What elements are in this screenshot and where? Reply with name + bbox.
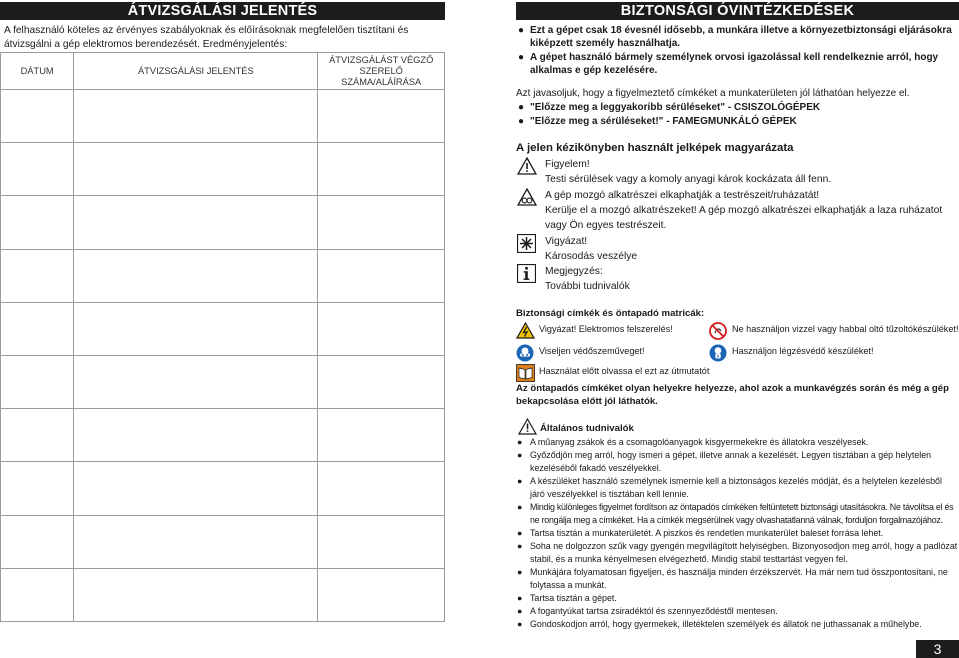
table-cell[interactable] bbox=[74, 462, 318, 515]
table-cell[interactable] bbox=[74, 302, 318, 355]
table-cell[interactable] bbox=[318, 249, 445, 302]
general-item: ● Győződjön meg arról, hogy ismeri a gépet, illetve annak a kezelését. Legyen tisztában a gép helytelen kezeléséből fakadó veszélyekkel. bbox=[517, 450, 932, 473]
warning-triangle-icon bbox=[518, 418, 537, 435]
table-cell[interactable] bbox=[1, 90, 74, 143]
page-number: 3 bbox=[916, 640, 959, 658]
general-item: ● A fogantyúkat tartsa zsiradéktól és szennyeződéstől mentesen. bbox=[517, 606, 778, 616]
table-cell[interactable] bbox=[318, 409, 445, 462]
table-cell[interactable] bbox=[1, 568, 74, 621]
table-cell[interactable] bbox=[1, 196, 74, 249]
table-cell[interactable] bbox=[318, 90, 445, 143]
general-item: ● Gondoskodjon arról, hogy gyermekek, illetéktelen személyek és állatok ne juthassanak a műhelybe. bbox=[517, 619, 922, 629]
symbols-heading: A jelen kézikönyben használt jelképek magyarázata bbox=[516, 142, 794, 154]
general-item: ● Mindig különleges figyelmet fordítson az öntapadós címkéken feltüntetett biztonsági utasításokra. Ne távolítsa el és ne rongálja meg a címkéket. Ha a címkék megsérülnek vagy olvashatatlanná válnak, forduljon forgalmazójához. bbox=[517, 502, 954, 525]
bullet-icon: ● bbox=[518, 102, 525, 113]
safety-page: BIZTONSÁGI ÓVINTÉZKEDÉSEK ● Ezt a gépet csak 18 évesnél idősebb, a munkára illetve a környezetbiztonsági eljárásokra kiképzett személy használhatja. ● A gépet használó bármely személynek orvosi igazolással kell rendelkeznie arról, hogy alkalmas e gép kezelésére. Azt javasoljuk, hogy a figyelmeztető címkéket a munkaterületen jól láthatóan helyezze el. ● "Előzze meg a leggyakoribb sérüléseket" - CSISZOLÓGÉPEK ● "Előzze meg a sérüléseket!" - FAMEGMUNKÁLÓ GÉPEK A jelen kézikönyben használt jelképek magyarázata Figyelem! Testi sérülések vagy a komoly anyagi károk kockázata áll fenn. A gép mozgó alkatrészei elkaphatják a testrészeit/ruházatát! Kerülje el a mozgó alkatrészeket! A gép mozgó alkatrészei elkaphatják a laza ruházatot vagy Ön egyes testrészeit. Vigyázat! Károsodás veszélye Megjegyzés: További tudnivalók Biztonsági címkék és öntapadó matricák: Vigyázat! Elektromos felszerelés! Ne használjon vizzel vagy habbal oltó tűzoltókészüléket! Viseljen védőszeműveget! Használjon légzésvédő készüléket! Használat előtt olvassa el ezt az útmutatót Az öntapadós címkéket olyan helyekre helyezze, ahol azok a munkavégzés során és még a gép bekapcsolása előtt jól láthatók. Általános tudnivalók ● A műanyag zsákok és a csomagolóanyagok kisgyermekekre és állatokra veszélyesek. ● Győződjön meg arról, hogy ismeri a gépet, illetve annak a kezelését. Legyen tisztában a gép helytelen kezeléséből fakadó veszélyekkel. ● A készüléket használó személynek ismernie kell a biztonságos kezelés módját, és a helytelen kezelésből járó veszélyekkel is tisztában kell lennie. ● Mindig különleges figyelmet fordítson az öntapadós címkéken feltüntetett biztonsági utasításokra. Ne távolítsa el és ne rongálja meg a címkéket. Ha a címkék megsérülnek vagy olvashatatlanná válnak, forduljon forgalmazójához. ● Tartsa tisztán a munkaterületét. A piszkos és rendetlen munkaterület baleset forrása lehet. ● Soha ne dolgozzon szűk vagy gyengén megvilágított helyiségben. Bizonyosodjon meg arról, hogy a padlózat stabil, és a munka kényelmesen elvégezhető. Mindig stabil testtartást vegyen fel. ● Munkájára folyamatosan figyeljen, és használja minden érzékszervét. Ha már nem tud összpontosítani, ne folytassa a munkát. ● Tartsa tisztán a gépet. ● A fogantyúkat tartsa zsiradéktól és szennyeződéstől mentesen. ● Gondoskodjon arról, hogy gyermekek, illetéktelen személyek és állatok ne juthassanak a műhelybe. bbox=[516, 3, 959, 629]
label-no-water: Ne használjon vizzel vagy habbal oltó tűzoltókészüléket! bbox=[709, 322, 727, 343]
table-cell[interactable] bbox=[74, 409, 318, 462]
bullet-icon: ● bbox=[517, 593, 523, 603]
no-water-icon bbox=[709, 322, 727, 340]
labels-heading: Biztonsági címkék és öntapadó matricák: bbox=[516, 308, 705, 319]
table-row bbox=[1, 196, 445, 249]
table-cell[interactable] bbox=[318, 143, 445, 196]
table-row bbox=[1, 515, 445, 568]
table-cell[interactable] bbox=[1, 462, 74, 515]
bullet-icon: ● bbox=[517, 541, 523, 551]
inspection-table bbox=[0, 52, 445, 622]
table-cell[interactable] bbox=[74, 515, 318, 568]
general-item: ● Munkájára folyamatosan figyeljen, és használja minden érzékszervét. Ha már nem tud összpontosítani, ne folytassa a munkát. bbox=[517, 567, 948, 590]
table-cell[interactable] bbox=[1, 355, 74, 408]
damage-icon bbox=[517, 234, 536, 253]
inspection-report-page bbox=[0, 0, 445, 658]
table-row bbox=[1, 462, 445, 515]
table-cell[interactable] bbox=[318, 568, 445, 621]
safety-bullet: ● Ezt a gépet csak 18 évesnél idősebb, a munkára illetve a környezetbiztonsági eljárásokra kiképzett személy használhatja. bbox=[518, 25, 952, 49]
table-header-row bbox=[1, 53, 445, 90]
table-cell[interactable] bbox=[318, 302, 445, 355]
table-row bbox=[1, 355, 445, 408]
labels-note: Az öntapadós címkéket olyan helyekre helyezze, ahol azok a munkavégzés során és még a gép bekapcsolása előtt jól láthatók. bbox=[516, 383, 949, 407]
bullet-icon: ● bbox=[517, 450, 523, 460]
general-heading: Általános tudnivalók bbox=[540, 423, 634, 434]
column-date: DÁTUM bbox=[1, 53, 74, 90]
table-cell[interactable] bbox=[318, 515, 445, 568]
table-cell[interactable] bbox=[1, 143, 74, 196]
warning-triangle-icon bbox=[517, 157, 537, 175]
table-cell[interactable] bbox=[318, 196, 445, 249]
respirator-icon bbox=[709, 344, 727, 362]
bullet-icon: ● bbox=[517, 476, 523, 486]
bullet-icon: ● bbox=[518, 116, 525, 127]
label-respirator: Használjon légzésvédő készüléket! bbox=[709, 344, 727, 365]
safety-title: BIZTONSÁGI ÓVINTÉZKEDÉSEK bbox=[516, 2, 959, 20]
table-cell[interactable] bbox=[318, 462, 445, 515]
table-row bbox=[1, 143, 445, 196]
table-cell[interactable] bbox=[74, 196, 318, 249]
bullet-icon: ● bbox=[517, 567, 523, 577]
bullet-icon: ● bbox=[518, 52, 525, 63]
manual-book-icon bbox=[516, 364, 535, 382]
bullet-icon: ● bbox=[517, 437, 523, 447]
table-cell[interactable] bbox=[74, 90, 318, 143]
table-cell[interactable] bbox=[74, 355, 318, 408]
label-electric: Vigyázat! Elektromos felszerelés! bbox=[516, 322, 535, 342]
safety-bullet: ● A gépet használó bármely személynek orvosi igazolással kell rendelkeznie arról, hogy alkalmas e gép kezelésére. bbox=[518, 52, 939, 76]
page-title: ÁTVIZSGÁLÁSI JELENTÉS bbox=[0, 2, 445, 20]
general-item: ● A műanyag zsákok és a csomagolóanyagok kisgyermekekre és állatokra veszélyesek. bbox=[517, 437, 869, 447]
electric-hazard-icon bbox=[516, 322, 535, 339]
column-report: ÁTVIZSGÁLÁSI JELENTÉS bbox=[74, 53, 318, 90]
suggest-bullet: ● "Előzze meg a leggyakoribb sérüléseket" - CSISZOLÓGÉPEK bbox=[518, 102, 821, 113]
table-row bbox=[1, 90, 445, 143]
table-cell[interactable] bbox=[74, 249, 318, 302]
general-item: ● Tartsa tisztán a munkaterületét. A piszkos és rendetlen munkaterület baleset forrása lehet. bbox=[517, 528, 884, 538]
table-cell[interactable] bbox=[1, 249, 74, 302]
table-row bbox=[1, 302, 445, 355]
intro-text: A felhasználó köteles az érvényes szabályoknak és előírásoknak megfelelően tisztítani és átvizsgálni a gép elektromos berendezését. Eredményjelentés: bbox=[4, 25, 409, 50]
general-item: ● Tartsa tisztán a gépet. bbox=[517, 593, 617, 603]
suggest-text: Azt javasoljuk, hogy a figyelmeztető címkéket a munkaterületen jól láthatóan helyezze el. bbox=[516, 88, 910, 99]
table-row bbox=[1, 568, 445, 621]
bullet-icon: ● bbox=[517, 619, 523, 629]
table-row bbox=[1, 249, 445, 302]
goggles-icon bbox=[516, 344, 534, 362]
info-icon bbox=[517, 264, 536, 283]
table-cell[interactable] bbox=[318, 355, 445, 408]
label-goggles: Viseljen védőszeműveget! bbox=[516, 344, 534, 365]
bullet-icon: ● bbox=[517, 528, 523, 538]
column-technician: ÁTVIZSGÁLÁST VÉGZŐ SZERELŐ SZÁMA/ALÁÍRÁSA bbox=[318, 53, 445, 90]
table-cell[interactable] bbox=[74, 143, 318, 196]
table-row bbox=[1, 409, 445, 462]
table-cell[interactable] bbox=[1, 515, 74, 568]
general-item: ● Soha ne dolgozzon szűk vagy gyengén megvilágított helyiségben. Bizonyosodjon meg arról, hogy a padlózat stabil, és a munka kényelmesen elvégezhető. Mindig stabil testtartást vegyen fel. bbox=[517, 541, 958, 564]
moving-parts-icon bbox=[517, 188, 537, 206]
table-cell[interactable] bbox=[74, 568, 318, 621]
bullet-icon: ● bbox=[517, 606, 523, 616]
general-item: ● A készüléket használó személynek ismernie kell a biztonságos kezelés módját, és a helytelen kezelésből járó veszélyekkel is tisztában kell lennie. bbox=[517, 476, 942, 499]
table-cell[interactable] bbox=[1, 409, 74, 462]
bullet-icon: ● bbox=[517, 502, 523, 512]
suggest-bullet: ● "Előzze meg a sérüléseket!" - FAMEGMUNKÁLÓ GÉPEK bbox=[518, 116, 797, 127]
label-manual: Használat előtt olvassa el ezt az útmutatót bbox=[516, 364, 535, 385]
bullet-icon: ● bbox=[518, 25, 525, 36]
table-cell[interactable] bbox=[1, 302, 74, 355]
